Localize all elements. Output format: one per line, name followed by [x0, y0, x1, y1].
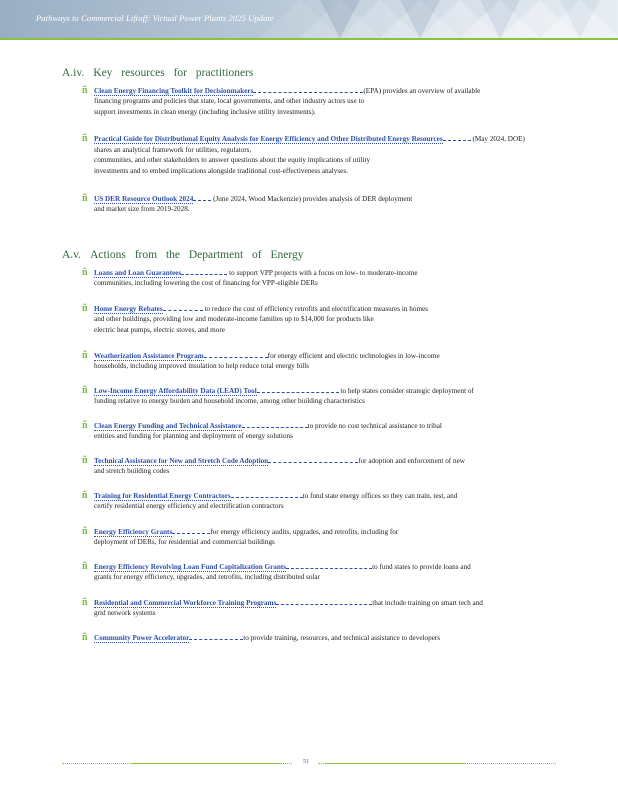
- item-text: (May 2024, DOE) shares an analytical framework for utilities, regulators,: [94, 135, 525, 154]
- link-leader: [204, 351, 268, 358]
- link-leader: [163, 304, 203, 311]
- item-text: and market size from 2019-2028.: [94, 205, 190, 213]
- link-leader: [193, 194, 211, 201]
- link-revolving-loan-fund-grants[interactable]: Energy Efficiency Revolving Loan Fund Capitalization Grants: [94, 563, 287, 571]
- item-text: investments and to embed implications alongside traditional cost-effectiveness analyses.: [94, 167, 348, 175]
- link-clean-energy-funding-and-ta[interactable]: Clean Energy Funding and Technical Assistance: [94, 422, 242, 430]
- item-text: to provide training, resources, and technical assistance to developers: [243, 634, 441, 642]
- link-leader: [242, 421, 308, 428]
- link-leader: [231, 491, 303, 498]
- item-text: households, including improved insulation to help reduce total energy bills: [94, 362, 310, 370]
- page-header: [0, 0, 618, 38]
- item-text: communities, including lowering the cost of financing for VPP-eligible DERs: [94, 279, 318, 287]
- header-title: Pathways to Commercial Liftoff: Virtual Power Plants 2025 Update: [36, 13, 274, 23]
- link-leader: [443, 134, 471, 141]
- arrow-bullet-icon: ñ: [82, 385, 88, 396]
- footer-rule-right: [318, 763, 556, 764]
- item-text: communities, and other stakeholders to answer questions about the equity implications of utility: [94, 156, 371, 164]
- item-text: (June 2024, Wood Mackenzie) provides analysis of DER deployment: [213, 195, 413, 203]
- link-lead-tool[interactable]: Low-Income Energy Affordability Data (LEAD) Tool: [94, 387, 257, 395]
- item-text: financing programs and policies that state, local governments, and other industry actors use to: [94, 97, 365, 105]
- arrow-bullet-icon: ñ: [82, 133, 88, 144]
- section-heading-key-resources: [62, 67, 253, 79]
- item-text: to help states consider strategic deployment of: [340, 387, 474, 395]
- arrow-bullet-icon: ñ: [82, 303, 88, 314]
- link-weatherization-assistance-program[interactable]: Weatherization Assistance Program: [94, 352, 204, 360]
- link-energy-efficiency-grants[interactable]: Energy Efficiency Grants: [94, 528, 173, 536]
- item-text: for energy efficient and electric technologies in low-income: [267, 352, 440, 360]
- footer-rule-left: [62, 763, 292, 764]
- link-training-residential-energy-contractors[interactable]: Training for Residential Energy Contractors: [94, 492, 231, 500]
- item-text: electric heat pumps, electric stoves, and more: [94, 326, 225, 334]
- link-leader: [253, 86, 363, 93]
- arrow-bullet-icon: ñ: [82, 193, 88, 204]
- arrow-bullet-icon: ñ: [82, 526, 88, 537]
- link-leader: [286, 562, 372, 569]
- item-text: for energy efficiency audits, upgrades, and retrofits, including for: [210, 528, 399, 536]
- item-text: and other buildings, providing low and moderate-income families up to $14,000 for products like: [94, 315, 374, 323]
- item-text: grants for energy efficiency, upgrades, and retrofits, including distributed solar: [94, 573, 321, 581]
- arrow-bullet-icon: ñ: [82, 267, 88, 278]
- item-text: (EPA) provides an overview of available: [363, 87, 481, 95]
- item-text: certify residential energy efficiency and electrification contractors: [94, 502, 284, 510]
- link-community-power-accelerator[interactable]: Community Power Accelerator: [94, 634, 190, 642]
- item-text: entities and funding for planning and deployment of energy solutions: [94, 432, 293, 440]
- item-text: funding relative to energy burden and household income, among other building characteristics: [94, 397, 365, 405]
- header-divider: [0, 38, 618, 40]
- item-text: to fund states to provide loans and: [372, 563, 471, 571]
- link-leader: [181, 268, 227, 275]
- link-loans-and-loan-guarantees[interactable]: Loans and Loan Guarantees: [94, 269, 182, 277]
- section-heading-doe-actions: [62, 249, 303, 261]
- link-us-der-resource-outlook[interactable]: US DER Resource Outlook 2024: [94, 195, 194, 203]
- link-clean-energy-financing-toolkit[interactable]: Clean Energy Financing Toolkit for Decisionmakers: [94, 87, 254, 95]
- item-text: and stretch building codes: [94, 467, 170, 475]
- section-title: Actions from the Department of Energy: [90, 249, 304, 261]
- item-text: to support VPP projects with a focus on low- to moderate-income: [229, 269, 418, 277]
- item-text: deployment of DERs, for residential and commercial buildings: [94, 538, 275, 546]
- section-number: A.v.: [62, 249, 82, 261]
- link-leader: [172, 527, 210, 534]
- page-number: 51: [303, 759, 309, 765]
- arrow-bullet-icon: ñ: [82, 597, 88, 608]
- link-leader: [276, 598, 372, 605]
- link-leader: [189, 633, 243, 640]
- link-workforce-training-programs[interactable]: Residential and Commercial Workforce Training Programs: [94, 599, 277, 607]
- link-distributional-equity-guide[interactable]: Practical Guide for Distributional Equity Analysis for Energy Efficiency and Other Distributed Energy Resources: [94, 135, 443, 143]
- item-text: grid network systems: [94, 609, 156, 617]
- link-leader: [257, 386, 339, 393]
- item-text: that include training on smart tech and: [372, 599, 483, 607]
- arrow-bullet-icon: ñ: [82, 85, 88, 96]
- item-text: to provide no cost technical assistance to tribal: [307, 422, 442, 430]
- item-text: to fund state energy offices so they can train, test, and: [302, 492, 458, 500]
- link-technical-assistance-code-adoption[interactable]: Technical Assistance for New and Stretch Code Adoption: [94, 457, 269, 465]
- arrow-bullet-icon: ñ: [82, 632, 88, 643]
- item-text: to reduce the cost of efficiency retrofits and electrification measures in homes: [204, 305, 429, 313]
- item-text: support investments in clean energy (including inclusive utility investments).: [94, 108, 316, 116]
- link-home-energy-rebates[interactable]: Home Energy Rebates: [94, 305, 163, 313]
- section-number: A.iv.: [62, 67, 85, 79]
- arrow-bullet-icon: ñ: [82, 561, 88, 572]
- arrow-bullet-icon: ñ: [82, 455, 88, 466]
- arrow-bullet-icon: ñ: [82, 420, 88, 431]
- arrow-bullet-icon: ñ: [82, 350, 88, 361]
- section-title: Key resources for practitioners: [93, 67, 254, 79]
- item-text: for adoption and enforcement of new: [358, 457, 465, 465]
- link-leader: [268, 456, 358, 463]
- arrow-bullet-icon: ñ: [82, 490, 88, 501]
